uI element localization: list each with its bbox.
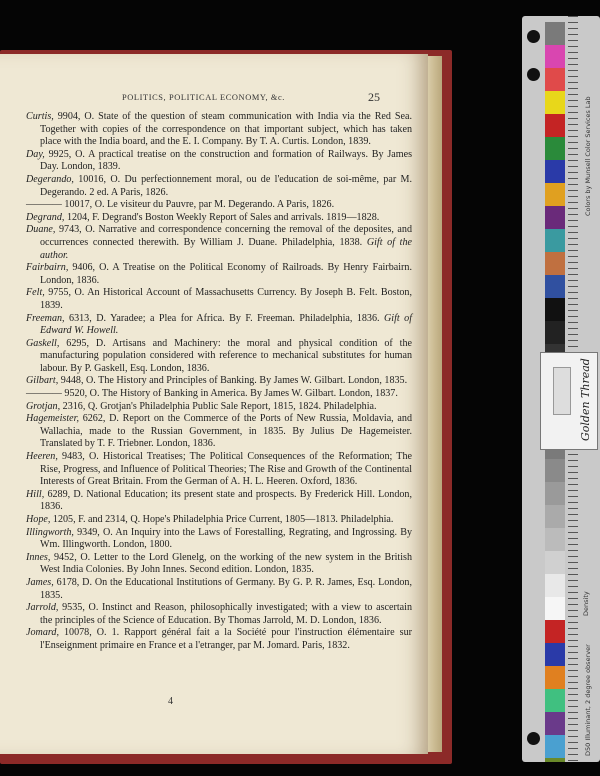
entry-text: 9904, O. State of the question of steam communication with India via the Red Sea. Together with copies of the correspondence on that important subject, which has taken place with the India board, and the E. I. Company. By T. A. Curtis. London, 1839. <box>40 111 412 148</box>
entry-author: Felt, <box>26 287 45 299</box>
entry-author: Hagemeister, <box>26 413 79 425</box>
bibliography-entry <box>26 287 412 312</box>
bibliography-entries <box>26 111 412 653</box>
entry-text: 6289, D. National Education; its present state and prospects. By Frederick Hill. London, 1836. <box>40 488 412 513</box>
gold-target-mark <box>553 367 571 415</box>
entry-text: 6313, D. Yaradee; a Plea for Africa. By F. Freeman. Philadelphia, 1836. <box>64 312 384 324</box>
bibliography-entry <box>26 602 412 627</box>
color-swatch <box>545 689 565 712</box>
entry-text: 1205, F. and 2314, Q. Hope's Philadelphia Price Current, 1805—1813. Philadelphia. <box>50 514 394 525</box>
entry-text: 9755, O. An Historical Account of Massachusetts Currency. By Joseph B. Felt. Boston, 1839. <box>40 287 412 311</box>
color-swatch <box>545 275 565 298</box>
entry-gift-note: Gift of Edward W. Howell. <box>40 312 413 337</box>
entry-text: 10078, O. 1. Rapport général fait a la Société pour l'instruction élémentaire sur l'Enseignment primaire en France et a l'etranger, par M. Jomard. Paris, 1832. <box>40 627 412 651</box>
bibliography-entry <box>26 577 412 602</box>
entry-author: Curtis, <box>26 111 54 122</box>
color-swatch <box>545 597 565 620</box>
color-swatch <box>545 68 565 91</box>
color-swatch <box>545 160 565 183</box>
bibliography-entry <box>26 401 412 414</box>
bibliography-entry <box>26 627 412 652</box>
page-edge <box>428 56 442 752</box>
entry-author: Heeren, <box>26 451 58 463</box>
bibliography-entry <box>26 149 412 174</box>
color-swatch <box>545 252 565 275</box>
color-swatch <box>545 712 565 735</box>
entry-text: 6295, D. Artisans and Machinery: the moral and physical condition of the manufacturing population considered with reference to mechanical substitutes for human labour. By P. Gaskell, Esq. London, 1836. <box>40 337 412 374</box>
color-swatch <box>545 574 565 597</box>
entry-author: Fairbairn, <box>26 262 69 274</box>
bibliography-entry <box>26 111 412 149</box>
bibliography-entry <box>26 388 412 401</box>
bibliography-entry <box>26 451 412 489</box>
bibliography-entry <box>26 413 412 451</box>
entry-gift-note: Gift of the author. <box>40 236 412 261</box>
color-swatch <box>545 666 565 689</box>
golden-thread-label: Golden Thread <box>579 358 592 441</box>
color-swatch <box>545 505 565 528</box>
entry-author: Degerando, <box>26 173 74 185</box>
bibliography-entry <box>26 489 412 514</box>
entry-author: Gaskell, <box>26 337 60 349</box>
color-swatch <box>545 551 565 574</box>
entry-author: Gilbart, <box>26 375 59 387</box>
entry-text: 6178, D. On the Educational Institutions of Germany. By G. P. R. James, Esq. London, 1835. <box>40 576 412 601</box>
color-swatch <box>545 45 565 68</box>
golden-thread-target <box>540 352 598 450</box>
entry-text: 1204, F. Degrand's Boston Weekly Report of Sales and arrivals. 1819—1828. <box>64 211 380 223</box>
color-swatch <box>545 298 565 321</box>
entry-author: ———— <box>26 388 62 400</box>
entry-text: 9483, O. Historical Treatises; The Political Consequences of the Reformation; The Rise, Progress, and Influence of Political Theories; The Rise and Growth of the Continental Interests of Great Britain. From the German of A. H. L. Heeren. Oxford, 1836. <box>40 451 412 488</box>
entry-text: 9452, O. Letter to the Lord Glenelg, on the working of the new system in the British West India Colonies. By John Innes. Second edition. London, 1835. <box>40 551 412 576</box>
color-swatch <box>545 620 565 643</box>
entry-author: Grotjan, <box>26 400 61 412</box>
entry-text: 6262, D. Report on the Commerce of the Ports of New Russia, Moldavia, and Wallachia, made to the Russian Government, in 1835. By Julius De Hagemeister. Translated by T. F. Triebner. London, 1836. <box>40 413 412 450</box>
entry-text: 9535, O. Instinct and Reason, philosophically investigated; with a view to ascertain the principles of the Science of Education. By Thomas Jarrold, M. D. London, 1836. <box>40 602 412 626</box>
entry-text: 9743, O. Narrative and correspondence concerning the removal of the deposites, and occurrences connected therewith. By William J. Duane. Philadelphia, 1838. <box>40 224 412 248</box>
mount-hole <box>527 30 540 43</box>
entry-author: Illingworth, <box>26 526 74 538</box>
entry-text: 9925, O. A practical treatise on the construction and formation of Railways. By James Day. London, 1839. <box>40 148 412 173</box>
color-swatch <box>545 229 565 252</box>
entry-author: Jomard, <box>26 627 59 639</box>
bibliography-entry <box>26 338 412 376</box>
mount-hole <box>527 732 540 745</box>
color-swatch <box>545 22 565 45</box>
entry-text: 9406, O. A Treatise on the Political Economy of Railroads. By Henry Fairbairn. London, 1836. <box>40 262 412 286</box>
bibliography-entry <box>26 375 412 388</box>
color-swatch <box>545 482 565 505</box>
entry-text: 9349, O. An Inquiry into the Laws of Forestalling, Regrating, and Ingrossing. By Wm. Illingworth. London, 1800. <box>40 526 412 551</box>
bibliography-entry <box>26 199 412 212</box>
bibliography-entry <box>26 212 412 225</box>
page-number: 25 <box>368 90 380 104</box>
entry-author: Freeman, <box>26 312 65 324</box>
color-swatch <box>545 321 565 344</box>
entry-author: Jarrold, <box>26 602 59 614</box>
color-swatch <box>545 91 565 114</box>
color-swatch <box>545 183 565 206</box>
bibliography-entry <box>26 262 412 287</box>
entry-author: Hope, <box>26 514 51 525</box>
color-target-label: Colors by Munsell Color Services Lab <box>584 96 592 216</box>
entry-text: 2316, Q. Grotjan's Philadelphia Public Sale Report, 1815, 1824. Philadelphia. <box>60 400 377 412</box>
entry-author: ———— <box>26 199 62 211</box>
color-swatch <box>545 528 565 551</box>
color-swatch <box>545 643 565 666</box>
illuminant-label: D50 Illuminant, 2 degree observer <box>584 644 592 756</box>
entry-text: 9448, O. The History and Principles of Banking. By James W. Gilbart. London, 1835. <box>58 375 408 387</box>
density-label: Density <box>582 591 590 616</box>
color-swatch <box>545 137 565 160</box>
running-head: POLITICS, POLITICAL ECONOMY, &c. <box>122 93 285 102</box>
bibliography-entry <box>26 514 412 527</box>
bibliography-entry <box>26 527 412 552</box>
bibliography-entry <box>26 552 412 577</box>
entry-author: Innes, <box>26 551 51 563</box>
bibliography-entry <box>26 174 412 199</box>
entry-author: Day, <box>26 148 45 160</box>
entry-author: Duane, <box>26 224 56 236</box>
mount-hole <box>527 68 540 81</box>
entry-author: Degrand, <box>26 211 65 223</box>
bibliography-entry <box>26 224 412 262</box>
entry-text: 9520, O. The History of Banking in America. By James W. Gilbart. London, 1837. <box>61 388 398 400</box>
color-swatch <box>545 206 565 229</box>
signature-mark: 4 <box>168 696 173 707</box>
entry-text: 10016, O. Du perfectionnement moral, ou de l'education de soi-même, par M. Degerando. 2 ed. A Paris, 1826. <box>40 173 412 198</box>
color-swatch <box>545 758 565 762</box>
entry-text: 10017, O. Le visiteur du Pauvre, par M. Degerando. A Paris, 1826. <box>61 199 335 211</box>
color-swatch <box>545 459 565 482</box>
color-swatch <box>545 114 565 137</box>
bibliography-entry <box>26 313 412 338</box>
color-swatch <box>545 735 565 758</box>
entry-author: Hill, <box>26 488 45 500</box>
entry-author: James, <box>26 576 54 588</box>
